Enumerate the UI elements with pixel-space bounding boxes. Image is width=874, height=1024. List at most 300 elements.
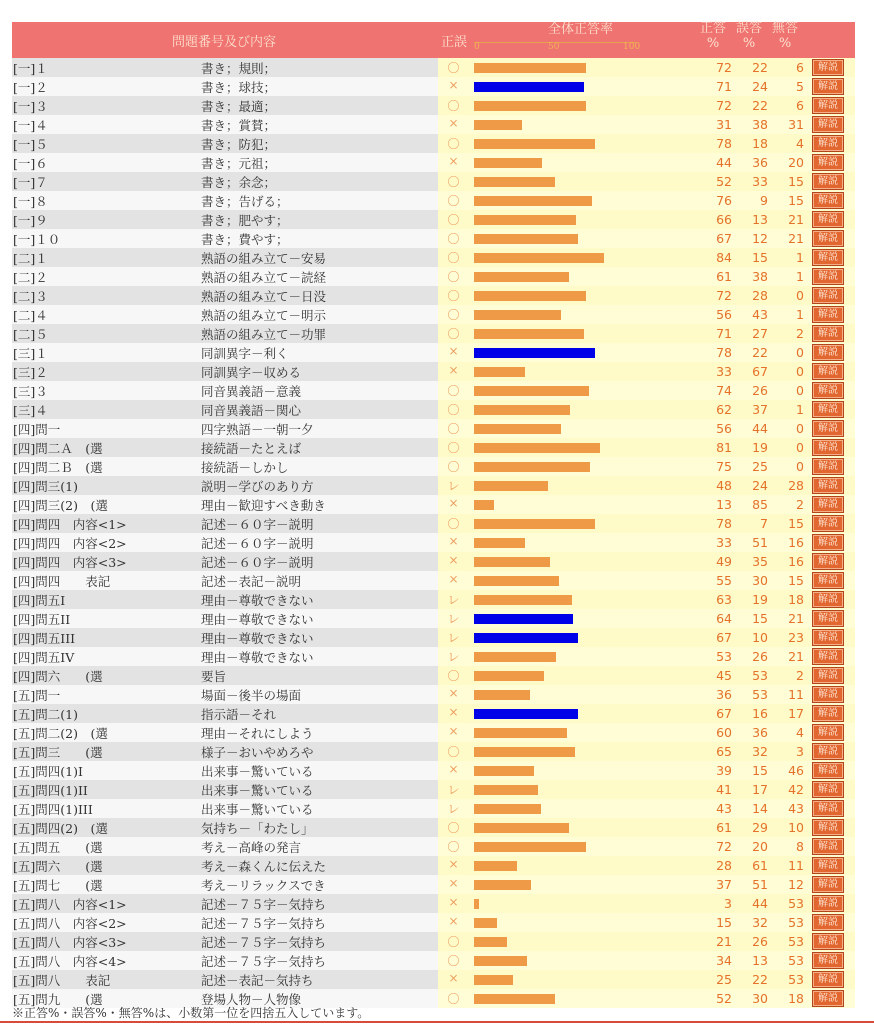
correct-pct: 52 bbox=[716, 991, 732, 1006]
table-row bbox=[12, 248, 855, 267]
correct-rate-bar bbox=[474, 367, 525, 377]
blank-pct: 15 bbox=[788, 516, 804, 531]
explanation-button[interactable]: 解説 bbox=[812, 363, 844, 380]
question-number: [二]４ bbox=[13, 308, 48, 323]
wrong-pct: 15 bbox=[752, 611, 768, 626]
table-row bbox=[12, 818, 855, 837]
question-content: 出来事－驚いている bbox=[201, 802, 314, 817]
correct-rate-bar bbox=[474, 462, 590, 472]
explanation-button[interactable]: 解説 bbox=[812, 648, 844, 665]
answer-mark: × bbox=[448, 496, 459, 510]
explanation-button[interactable]: 解説 bbox=[812, 306, 844, 323]
answer-mark: × bbox=[448, 116, 459, 130]
correct-pct: 53 bbox=[716, 649, 732, 664]
explanation-button[interactable]: 解説 bbox=[812, 743, 844, 760]
correct-pct: 63 bbox=[716, 592, 732, 607]
question-content: 出来事－驚いている bbox=[201, 783, 314, 798]
correct-rate-bar bbox=[474, 652, 556, 662]
correct-pct: 76 bbox=[716, 193, 732, 208]
question-content: 熟語の組み立て－功罪 bbox=[201, 327, 327, 342]
correct-rate-bar bbox=[474, 633, 578, 643]
table-row bbox=[12, 970, 855, 989]
wrong-pct: 67 bbox=[752, 364, 768, 379]
wrong-pct: 53 bbox=[752, 687, 768, 702]
correct-pct: 49 bbox=[716, 554, 732, 569]
correct-rate-bar bbox=[474, 63, 586, 73]
table-row bbox=[12, 894, 855, 913]
wrong-pct: 30 bbox=[752, 573, 768, 588]
wrong-pct: 19 bbox=[752, 440, 768, 455]
correct-rate-bar bbox=[474, 975, 513, 985]
table-row bbox=[12, 704, 855, 723]
table-row bbox=[12, 58, 855, 77]
correct-pct: 56 bbox=[716, 421, 732, 436]
header-wrong: 誤答 % bbox=[735, 21, 762, 51]
correct-rate-bar bbox=[474, 82, 584, 92]
table-row bbox=[12, 875, 855, 894]
question-content: 登場人物－人物像 bbox=[201, 992, 302, 1007]
answer-mark: × bbox=[448, 895, 459, 909]
wrong-pct: 10 bbox=[752, 630, 768, 645]
correct-rate-bar bbox=[474, 937, 507, 947]
question-content: 書き；賞賛； bbox=[201, 118, 277, 133]
blank-pct: 6 bbox=[796, 98, 804, 113]
wrong-pct: 14 bbox=[752, 801, 768, 816]
answer-mark: 〇 bbox=[447, 403, 460, 417]
correct-rate-bar bbox=[474, 576, 559, 586]
answer-mark: レ bbox=[447, 593, 460, 607]
question-number: [四]問五III bbox=[13, 631, 76, 646]
question-number: [四]問一 bbox=[13, 422, 61, 437]
correct-pct: 74 bbox=[716, 383, 732, 398]
explanation-button[interactable]: 解説 bbox=[812, 667, 844, 684]
table-row bbox=[12, 571, 855, 590]
wrong-pct: 12 bbox=[752, 231, 768, 246]
correct-rate-bar bbox=[474, 956, 527, 966]
wrong-pct: 19 bbox=[752, 592, 768, 607]
blank-pct: 0 bbox=[796, 421, 804, 436]
explanation-button[interactable]: 解説 bbox=[812, 192, 844, 209]
answer-mark: × bbox=[448, 363, 459, 377]
question-number: [二]１ bbox=[13, 251, 48, 266]
correct-pct: 61 bbox=[716, 820, 732, 835]
question-number: [四]問五IV bbox=[13, 650, 75, 665]
correct-pct: 67 bbox=[716, 706, 732, 721]
correct-pct: 60 bbox=[716, 725, 732, 740]
answer-mark: 〇 bbox=[447, 251, 460, 265]
wrong-pct: 43 bbox=[752, 307, 768, 322]
blank-pct: 2 bbox=[796, 668, 804, 683]
answer-mark: レ bbox=[447, 479, 460, 493]
explanation-button[interactable]: 解説 bbox=[812, 876, 844, 893]
question-content: 考え－高峰の発言 bbox=[201, 840, 302, 855]
question-number: [五]問八 内容<3> bbox=[13, 935, 127, 950]
question-number: [五]問八 内容<1> bbox=[13, 897, 127, 912]
question-number: [五]問四(2) (選 bbox=[13, 821, 108, 836]
question-content: 理由－尊敬できない bbox=[201, 593, 314, 608]
wrong-pct: 44 bbox=[752, 421, 768, 436]
table-row bbox=[12, 647, 855, 666]
table-row bbox=[12, 666, 855, 685]
wrong-pct: 38 bbox=[752, 269, 768, 284]
wrong-pct: 44 bbox=[752, 896, 768, 911]
explanation-button[interactable]: 解説 bbox=[812, 819, 844, 836]
explanation-button[interactable]: 解説 bbox=[812, 344, 844, 361]
explanation-button[interactable]: 解説 bbox=[812, 230, 844, 247]
correct-pct: 31 bbox=[716, 117, 732, 132]
wrong-pct: 24 bbox=[752, 478, 768, 493]
explanation-button[interactable]: 解説 bbox=[812, 914, 844, 931]
blank-pct: 16 bbox=[788, 554, 804, 569]
table-row bbox=[12, 951, 855, 970]
correct-pct: 64 bbox=[716, 611, 732, 626]
table-row bbox=[12, 780, 855, 799]
wrong-pct: 26 bbox=[752, 649, 768, 664]
header-correct: 正答 % bbox=[699, 21, 726, 51]
question-number: [一]７ bbox=[13, 175, 48, 190]
question-content: 気持ち－「わたし」 bbox=[201, 821, 314, 836]
wrong-pct: 15 bbox=[752, 763, 768, 778]
correct-pct: 41 bbox=[716, 782, 732, 797]
explanation-button[interactable]: 解説 bbox=[812, 686, 844, 703]
correct-rate-bar bbox=[474, 538, 525, 548]
correct-rate-bar bbox=[474, 329, 584, 339]
wrong-pct: 26 bbox=[752, 934, 768, 949]
wrong-pct: 61 bbox=[752, 858, 768, 873]
table-row bbox=[12, 305, 855, 324]
wrong-pct: 13 bbox=[752, 212, 768, 227]
correct-pct: 67 bbox=[716, 630, 732, 645]
explanation-button[interactable]: 解説 bbox=[812, 249, 844, 266]
question-number: [四]問四 表記 bbox=[13, 574, 111, 589]
correct-rate-bar bbox=[474, 177, 555, 187]
blank-pct: 0 bbox=[796, 383, 804, 398]
blank-pct: 0 bbox=[796, 440, 804, 455]
wrong-pct: 28 bbox=[752, 288, 768, 303]
blank-pct: 43 bbox=[788, 801, 804, 816]
wrong-pct: 33 bbox=[752, 174, 768, 189]
explanation-button[interactable]: 解説 bbox=[812, 534, 844, 551]
correct-pct: 72 bbox=[716, 288, 732, 303]
question-number: [五]問四(1)III bbox=[13, 802, 93, 817]
correct-rate-bar bbox=[474, 310, 561, 320]
answer-mark: × bbox=[448, 686, 459, 700]
table-row bbox=[12, 153, 855, 172]
correct-pct: 13 bbox=[716, 497, 732, 512]
explanation-button[interactable]: 解説 bbox=[812, 591, 844, 608]
explanation-button[interactable]: 解説 bbox=[812, 477, 844, 494]
table-row bbox=[12, 552, 855, 571]
blank-pct: 1 bbox=[796, 250, 804, 265]
question-number: [五]問三 (選 bbox=[13, 745, 103, 760]
question-number: [五]問七 (選 bbox=[13, 878, 103, 893]
blank-pct: 20 bbox=[788, 155, 804, 170]
correct-rate-bar bbox=[474, 557, 550, 567]
blank-pct: 15 bbox=[788, 174, 804, 189]
explanation-button[interactable]: 解説 bbox=[812, 800, 844, 817]
explanation-button[interactable]: 解説 bbox=[812, 629, 844, 646]
correct-rate-bar bbox=[474, 215, 576, 225]
table-row bbox=[12, 229, 855, 248]
blank-pct: 0 bbox=[796, 459, 804, 474]
question-number: [五]問四(1)II bbox=[13, 783, 88, 798]
correct-rate-bar bbox=[474, 728, 567, 738]
question-number: [四]問四 内容<2> bbox=[13, 536, 127, 551]
correct-rate-bar bbox=[474, 291, 586, 301]
explanation-button[interactable]: 解説 bbox=[812, 59, 844, 76]
correct-pct: 66 bbox=[716, 212, 732, 227]
answer-mark: 〇 bbox=[447, 213, 460, 227]
correct-rate-bar bbox=[474, 804, 541, 814]
table-row bbox=[12, 438, 855, 457]
explanation-button[interactable]: 解説 bbox=[812, 97, 844, 114]
table-row bbox=[12, 191, 855, 210]
correct-pct: 48 bbox=[716, 478, 732, 493]
explanation-button[interactable]: 解説 bbox=[812, 173, 844, 190]
correct-pct: 62 bbox=[716, 402, 732, 417]
blank-pct: 42 bbox=[788, 782, 804, 797]
answer-mark: × bbox=[448, 762, 459, 776]
question-content: 記述－７５字－気持ち bbox=[201, 935, 327, 950]
question-number: [一]２ bbox=[13, 80, 48, 95]
table-row bbox=[12, 400, 855, 419]
wrong-pct: 7 bbox=[760, 516, 768, 531]
correct-pct: 78 bbox=[716, 136, 732, 151]
correct-rate-bar bbox=[474, 101, 586, 111]
explanation-button[interactable]: 解説 bbox=[812, 420, 844, 437]
question-number: [一]４ bbox=[13, 118, 48, 133]
correct-rate-bar bbox=[474, 671, 544, 681]
correct-rate-bar bbox=[474, 614, 573, 624]
answer-mark: 〇 bbox=[447, 232, 460, 246]
explanation-button[interactable]: 解説 bbox=[812, 933, 844, 950]
explanation-button[interactable]: 解説 bbox=[812, 154, 844, 171]
answer-mark: × bbox=[448, 534, 459, 548]
correct-pct: 72 bbox=[716, 60, 732, 75]
answer-mark: 〇 bbox=[447, 137, 460, 151]
correct-rate-bar bbox=[474, 823, 569, 833]
question-number: [一]３ bbox=[13, 99, 48, 114]
explanation-button[interactable]: 解説 bbox=[812, 268, 844, 285]
explanation-button[interactable]: 解説 bbox=[812, 211, 844, 228]
blank-pct: 53 bbox=[788, 972, 804, 987]
answer-mark: × bbox=[448, 344, 459, 358]
explanation-button[interactable]: 解説 bbox=[812, 857, 844, 874]
table-row bbox=[12, 856, 855, 875]
wrong-pct: 16 bbox=[752, 706, 768, 721]
correct-pct: 52 bbox=[716, 174, 732, 189]
blank-pct: 53 bbox=[788, 934, 804, 949]
explanation-button[interactable]: 解説 bbox=[812, 382, 844, 399]
table-row bbox=[12, 381, 855, 400]
table-body bbox=[12, 58, 855, 1008]
correct-pct: 72 bbox=[716, 98, 732, 113]
answer-mark: 〇 bbox=[447, 745, 460, 759]
blank-pct: 1 bbox=[796, 269, 804, 284]
question-content: 記述－表記－気持ち bbox=[201, 973, 314, 988]
blank-pct: 46 bbox=[788, 763, 804, 778]
correct-pct: 67 bbox=[716, 231, 732, 246]
question-content: 考え－森くんに伝えた bbox=[201, 859, 327, 874]
question-number: [二]５ bbox=[13, 327, 48, 342]
explanation-button[interactable]: 解説 bbox=[812, 515, 844, 532]
question-content: 指示語－それ bbox=[201, 707, 277, 722]
answer-mark: 〇 bbox=[447, 194, 460, 208]
correct-pct: 55 bbox=[716, 573, 732, 588]
correct-rate-bar bbox=[474, 766, 534, 776]
table-row bbox=[12, 932, 855, 951]
question-content: 同音異義語－関心 bbox=[201, 403, 302, 418]
correct-pct: 56 bbox=[716, 307, 732, 322]
answer-mark: レ bbox=[447, 612, 460, 626]
explanation-button[interactable]: 解説 bbox=[812, 401, 844, 418]
table-row bbox=[12, 286, 855, 305]
explanation-button[interactable]: 解説 bbox=[812, 895, 844, 912]
correct-pct: 45 bbox=[716, 668, 732, 683]
table-row bbox=[12, 324, 855, 343]
wrong-pct: 29 bbox=[752, 820, 768, 835]
explanation-button[interactable]: 解説 bbox=[812, 287, 844, 304]
question-number: [一]６ bbox=[13, 156, 48, 171]
wrong-pct: 22 bbox=[752, 345, 768, 360]
question-number: [五]問六 (選 bbox=[13, 859, 103, 874]
answer-mark: 〇 bbox=[447, 821, 460, 835]
question-number: [一]５ bbox=[13, 137, 48, 152]
question-content: 理由－尊敬できない bbox=[201, 631, 314, 646]
table-row bbox=[12, 495, 855, 514]
explanation-button[interactable]: 解説 bbox=[812, 116, 844, 133]
answer-mark: 〇 bbox=[447, 460, 460, 474]
table-header bbox=[12, 22, 855, 58]
explanation-button[interactable]: 解説 bbox=[812, 705, 844, 722]
table-row bbox=[12, 343, 855, 362]
correct-pct: 78 bbox=[716, 345, 732, 360]
wrong-pct: 32 bbox=[752, 744, 768, 759]
explanation-button[interactable]: 解説 bbox=[812, 781, 844, 798]
blank-pct: 31 bbox=[788, 117, 804, 132]
blank-pct: 1 bbox=[796, 402, 804, 417]
question-number: [五]問九 (選 bbox=[13, 992, 103, 1007]
table-row bbox=[12, 210, 855, 229]
question-content: 同訓異字－利く bbox=[201, 346, 289, 361]
question-content: 熟語の組み立て－安易 bbox=[201, 251, 327, 266]
explanation-button[interactable]: 解説 bbox=[812, 838, 844, 855]
answer-mark: × bbox=[448, 857, 459, 871]
correct-pct: 3 bbox=[724, 896, 732, 911]
wrong-pct: 27 bbox=[752, 326, 768, 341]
explanation-button[interactable]: 解説 bbox=[812, 724, 844, 741]
answer-mark: 〇 bbox=[447, 935, 460, 949]
question-number: [四]問五I bbox=[13, 593, 66, 608]
explanation-button[interactable]: 解説 bbox=[812, 135, 844, 152]
correct-rate-bar bbox=[474, 405, 570, 415]
question-number: [三]４ bbox=[13, 403, 48, 418]
explanation-button[interactable]: 解説 bbox=[812, 458, 844, 475]
correct-pct: 34 bbox=[716, 953, 732, 968]
correct-rate-bar bbox=[474, 234, 578, 244]
wrong-pct: 9 bbox=[760, 193, 768, 208]
explanation-button[interactable]: 解説 bbox=[812, 78, 844, 95]
blank-pct: 21 bbox=[788, 611, 804, 626]
correct-rate-bar bbox=[474, 519, 595, 529]
answer-mark: 〇 bbox=[447, 840, 460, 854]
answer-mark: レ bbox=[447, 631, 460, 645]
explanation-button[interactable]: 解説 bbox=[812, 572, 844, 589]
answer-mark: 〇 bbox=[447, 441, 460, 455]
question-number: [三]１ bbox=[13, 346, 48, 361]
blank-pct: 10 bbox=[788, 820, 804, 835]
answer-mark: × bbox=[448, 572, 459, 586]
correct-pct: 65 bbox=[716, 744, 732, 759]
table-row bbox=[12, 514, 855, 533]
explanation-button[interactable]: 解説 bbox=[812, 952, 844, 969]
table-row bbox=[12, 77, 855, 96]
question-number: [一]１０ bbox=[13, 232, 61, 247]
answer-mark: 〇 bbox=[447, 270, 460, 284]
question-content: 接続語－たとえば bbox=[201, 441, 302, 456]
blank-pct: 3 bbox=[796, 744, 804, 759]
blank-pct: 16 bbox=[788, 535, 804, 550]
axis-tick-0: 0 bbox=[474, 42, 480, 52]
question-content: 書き；元祖； bbox=[201, 156, 277, 171]
explanation-button[interactable]: 解説 bbox=[812, 990, 844, 1007]
correct-rate-bar bbox=[474, 120, 522, 130]
correct-rate-bar bbox=[474, 348, 595, 358]
question-number: [五]問五 (選 bbox=[13, 840, 103, 855]
correct-rate-bar bbox=[474, 880, 531, 890]
question-content: 記述－６０字－説明 bbox=[201, 536, 314, 551]
wrong-pct: 37 bbox=[752, 402, 768, 417]
wrong-pct: 36 bbox=[752, 725, 768, 740]
question-content: 四字熟語－一朝一夕 bbox=[201, 422, 314, 437]
results-table bbox=[12, 22, 855, 1008]
wrong-pct: 36 bbox=[752, 155, 768, 170]
answer-mark: 〇 bbox=[447, 99, 460, 113]
question-number: [五]問一 bbox=[13, 688, 61, 703]
explanation-button[interactable]: 解説 bbox=[812, 496, 844, 513]
wrong-pct: 85 bbox=[752, 497, 768, 512]
correct-rate-bar bbox=[474, 443, 600, 453]
explanation-button[interactable]: 解説 bbox=[812, 325, 844, 342]
explanation-button[interactable]: 解説 bbox=[812, 610, 844, 627]
correct-pct: 81 bbox=[716, 440, 732, 455]
answer-mark: 〇 bbox=[447, 289, 460, 303]
correct-pct: 43 bbox=[716, 801, 732, 816]
wrong-pct: 15 bbox=[752, 250, 768, 265]
header-overall-rate: 全体正答率 bbox=[548, 22, 614, 37]
wrong-pct: 22 bbox=[752, 972, 768, 987]
explanation-button[interactable]: 解説 bbox=[812, 553, 844, 570]
correct-rate-bar bbox=[474, 690, 530, 700]
question-content: 記述－６０字－説明 bbox=[201, 555, 314, 570]
blank-pct: 5 bbox=[796, 79, 804, 94]
correct-rate-bar bbox=[474, 272, 569, 282]
wrong-pct: 35 bbox=[752, 554, 768, 569]
blank-pct: 21 bbox=[788, 649, 804, 664]
question-content: 熟語の組み立て－日没 bbox=[201, 289, 327, 304]
question-content: 出来事－驚いている bbox=[201, 764, 314, 779]
explanation-button[interactable]: 解説 bbox=[812, 971, 844, 988]
answer-mark: × bbox=[448, 914, 459, 928]
table-row bbox=[12, 609, 855, 628]
question-content: 理由－それにしよう bbox=[201, 726, 314, 741]
answer-mark: 〇 bbox=[447, 175, 460, 189]
explanation-button[interactable]: 解説 bbox=[812, 439, 844, 456]
question-number: [三]３ bbox=[13, 384, 48, 399]
explanation-button[interactable]: 解説 bbox=[812, 762, 844, 779]
question-content: 書き；最適； bbox=[201, 99, 277, 114]
table-row bbox=[12, 590, 855, 609]
